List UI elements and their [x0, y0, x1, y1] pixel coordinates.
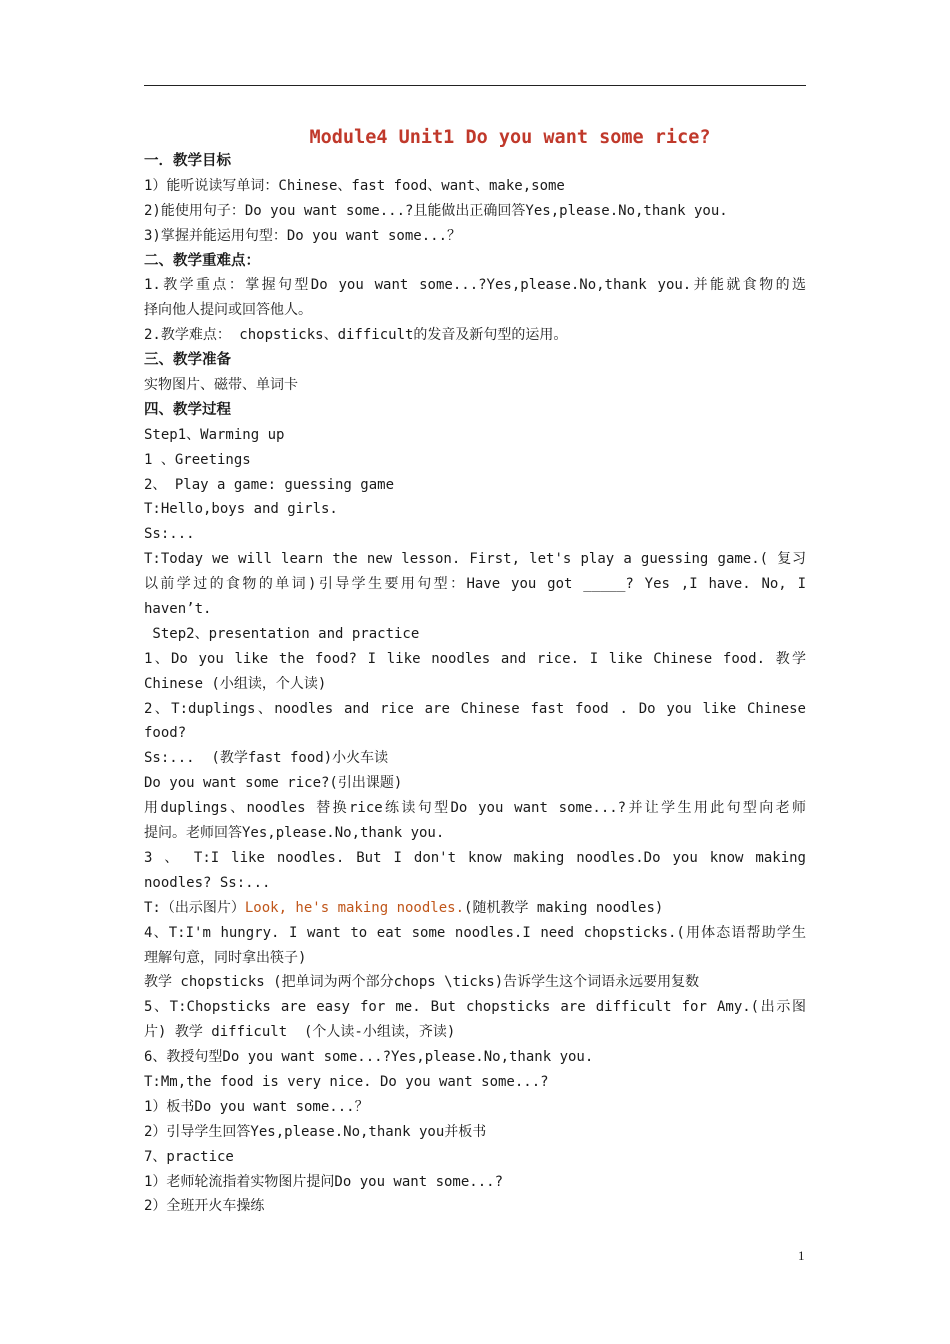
- section-heading: 四、教学过程: [144, 401, 231, 418]
- text-line: 2）引导学生回答Yes,please.No,thank you并板书: [144, 1123, 487, 1140]
- text-line: 2)能使用句子：Do you want some...?且能做出正确回答Yes,please.No,thank you.: [144, 202, 728, 219]
- section-heading: 二、教学重难点：: [144, 252, 260, 269]
- text-line: 6、教授句型Do you want some...?Yes,please.No,thank you.: [144, 1049, 594, 1066]
- text-line: 提问。老师回答Yes,please.No,thank you.: [144, 825, 445, 842]
- text-line: 1）老师轮流指着实物图片提问Do you want some...?: [144, 1173, 504, 1190]
- text-line: 1 、Greetings: [144, 451, 251, 468]
- text-line: 1.教学重点：掌握句型Do you want some...?Yes,please.No,thank you.并能就食物的选: [144, 277, 806, 294]
- text-line: 用duplings、noodles 替换rice练读句型Do you want some...?并让学生用此句型向老师: [144, 800, 806, 817]
- text-line: [144, 896, 806, 921]
- text-line: Chinese (小组读，个人读): [144, 675, 327, 692]
- text-line: Step2、presentation and practice: [144, 625, 420, 642]
- text-line: 7、practice: [144, 1148, 234, 1165]
- section-heading: 一．教学目标: [144, 153, 231, 169]
- text-line: 2、T:duplings、noodles and rice are Chinese fast food . Do you like Chinese: [144, 700, 806, 717]
- text-line: T:Mm,the food is very nice. Do you want some...?: [144, 1073, 549, 1090]
- text-line: 1）能听说读写单词：Chinese、fast food、want、make,some: [144, 177, 565, 194]
- text-line: Ss:... (教学fast food)小火车读: [144, 750, 389, 767]
- text-line: T:Today we will learn the new lesson. First, let's play a guessing game.( 复习: [144, 551, 806, 568]
- text-line: 2、 Play a game: guessing game: [144, 476, 395, 493]
- text-line: 择向他人提问或回答他人。: [144, 302, 312, 319]
- text-line: noodles? Ss:...: [144, 874, 271, 891]
- document-body: [144, 149, 806, 1219]
- document-title: Module4 Unit1 Do you want some rice?: [309, 127, 711, 148]
- highlighted-text: Look, he's making noodles.: [244, 899, 465, 916]
- text-line: 4、T:I'm hungry. I want to eat some noodles.I need chopsticks.(用体态语帮助学生: [144, 924, 806, 941]
- text-line: 1）板书Do you want some...？: [144, 1098, 369, 1115]
- text-line: T:Hello,boys and girls.: [144, 501, 338, 518]
- text-line: 3 、 T:I like noodles. But I don't know making noodles.Do you know making: [144, 849, 806, 866]
- text-line: 1、Do you like the food? I like noodles and rice. I like Chinese food. 教学: [144, 650, 806, 667]
- text-line: 2）全班开火车操练: [144, 1198, 265, 1215]
- text-line: Step1、Warming up: [144, 426, 285, 443]
- text-line: 以前学过的食物的单词)引导学生要用句型：Have you got _____? Yes ,I have. No, I: [144, 576, 806, 593]
- header-rule: [144, 85, 806, 86]
- page-number: 1: [798, 1248, 805, 1263]
- text-line: 3)掌握并能运用句型：Do you want some...？: [144, 227, 462, 244]
- text-line: Ss:...: [144, 526, 195, 543]
- text-line: haven’t.: [144, 601, 212, 618]
- text-span: (随机教学 making noodles): [464, 899, 664, 916]
- text-line: 5、T:Chopsticks are easy for me. But chopsticks are difficult for Amy.(出示图: [144, 999, 806, 1016]
- text-line: food?: [144, 725, 187, 742]
- text-line: 实物图片、磁带、单词卡: [144, 377, 298, 394]
- text-span: T:（出示图片）: [144, 899, 245, 916]
- text-line: 理解句意，同时拿出筷子): [144, 949, 307, 966]
- text-line: Do you want some rice?(引出课题): [144, 775, 403, 792]
- text-line: 教学 chopsticks (把单词为两个部分chops \ticks)告诉学生这个词语永远要用复数: [144, 974, 700, 991]
- section-heading: 三、教学准备: [144, 352, 231, 369]
- text-line: 2.教学难点： chopsticks、difficult的发音及新句型的运用。: [144, 327, 568, 344]
- text-line: 片) 教学 difficult (个人读-小组读，齐读): [144, 1024, 456, 1041]
